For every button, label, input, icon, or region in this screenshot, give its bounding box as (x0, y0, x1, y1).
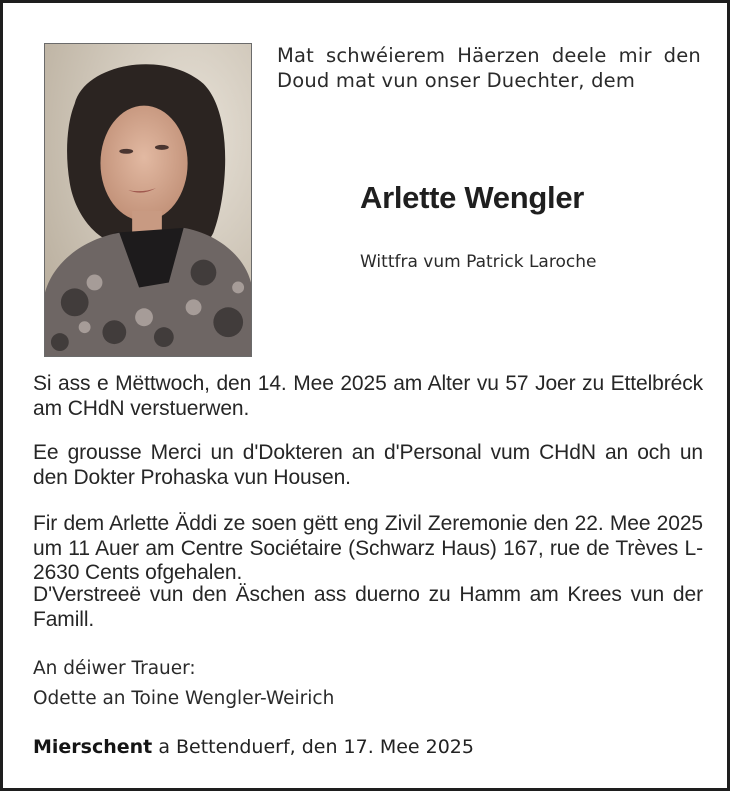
place-date: a Bettenduerf, den 17. Mee 2025 (152, 736, 474, 758)
place-date-line (33, 734, 474, 760)
portrait-photo (44, 43, 252, 357)
mourning-label: An déiwer Trauer: (33, 658, 196, 679)
spouse-line: Wittfra vum Patrick Laroche (360, 252, 597, 272)
deceased-name: Arlette Wengler (360, 180, 585, 215)
thanks-paragraph: Ee grousse Merci un d'Dokteren an d'Personal vum CHdN an och un den Dokter Prohaska vun Housen. (33, 441, 703, 489)
portrait-photo-icon (45, 44, 251, 356)
ceremony-paragraph: Fir dem Arlette Äddi ze soen gëtt eng Zivil Zeremonie den 22. Mee 2025 um 11 Auer am Centre Sociétaire (Schwarz Haus) 167, rue de Trèves L-2630 Cents ofgehalen. (33, 512, 703, 584)
intro-text: Mat schwéierem Häerzen deele mir den Doud mat vun onser Duechter, dem (277, 44, 701, 92)
mourners-names: Odette an Toine Wengler-Weirich (33, 688, 335, 709)
death-paragraph: Si ass e Mëttwoch, den 14. Mee 2025 am Alter vu 57 Joer zu Ettelbréck am CHdN verstuerwen. (33, 372, 703, 420)
ashes-paragraph: D'Verstreeë vun den Äschen ass duerno zu Hamm am Krees vun der Famill. (33, 583, 703, 631)
place-name: Mierschent (33, 736, 153, 758)
